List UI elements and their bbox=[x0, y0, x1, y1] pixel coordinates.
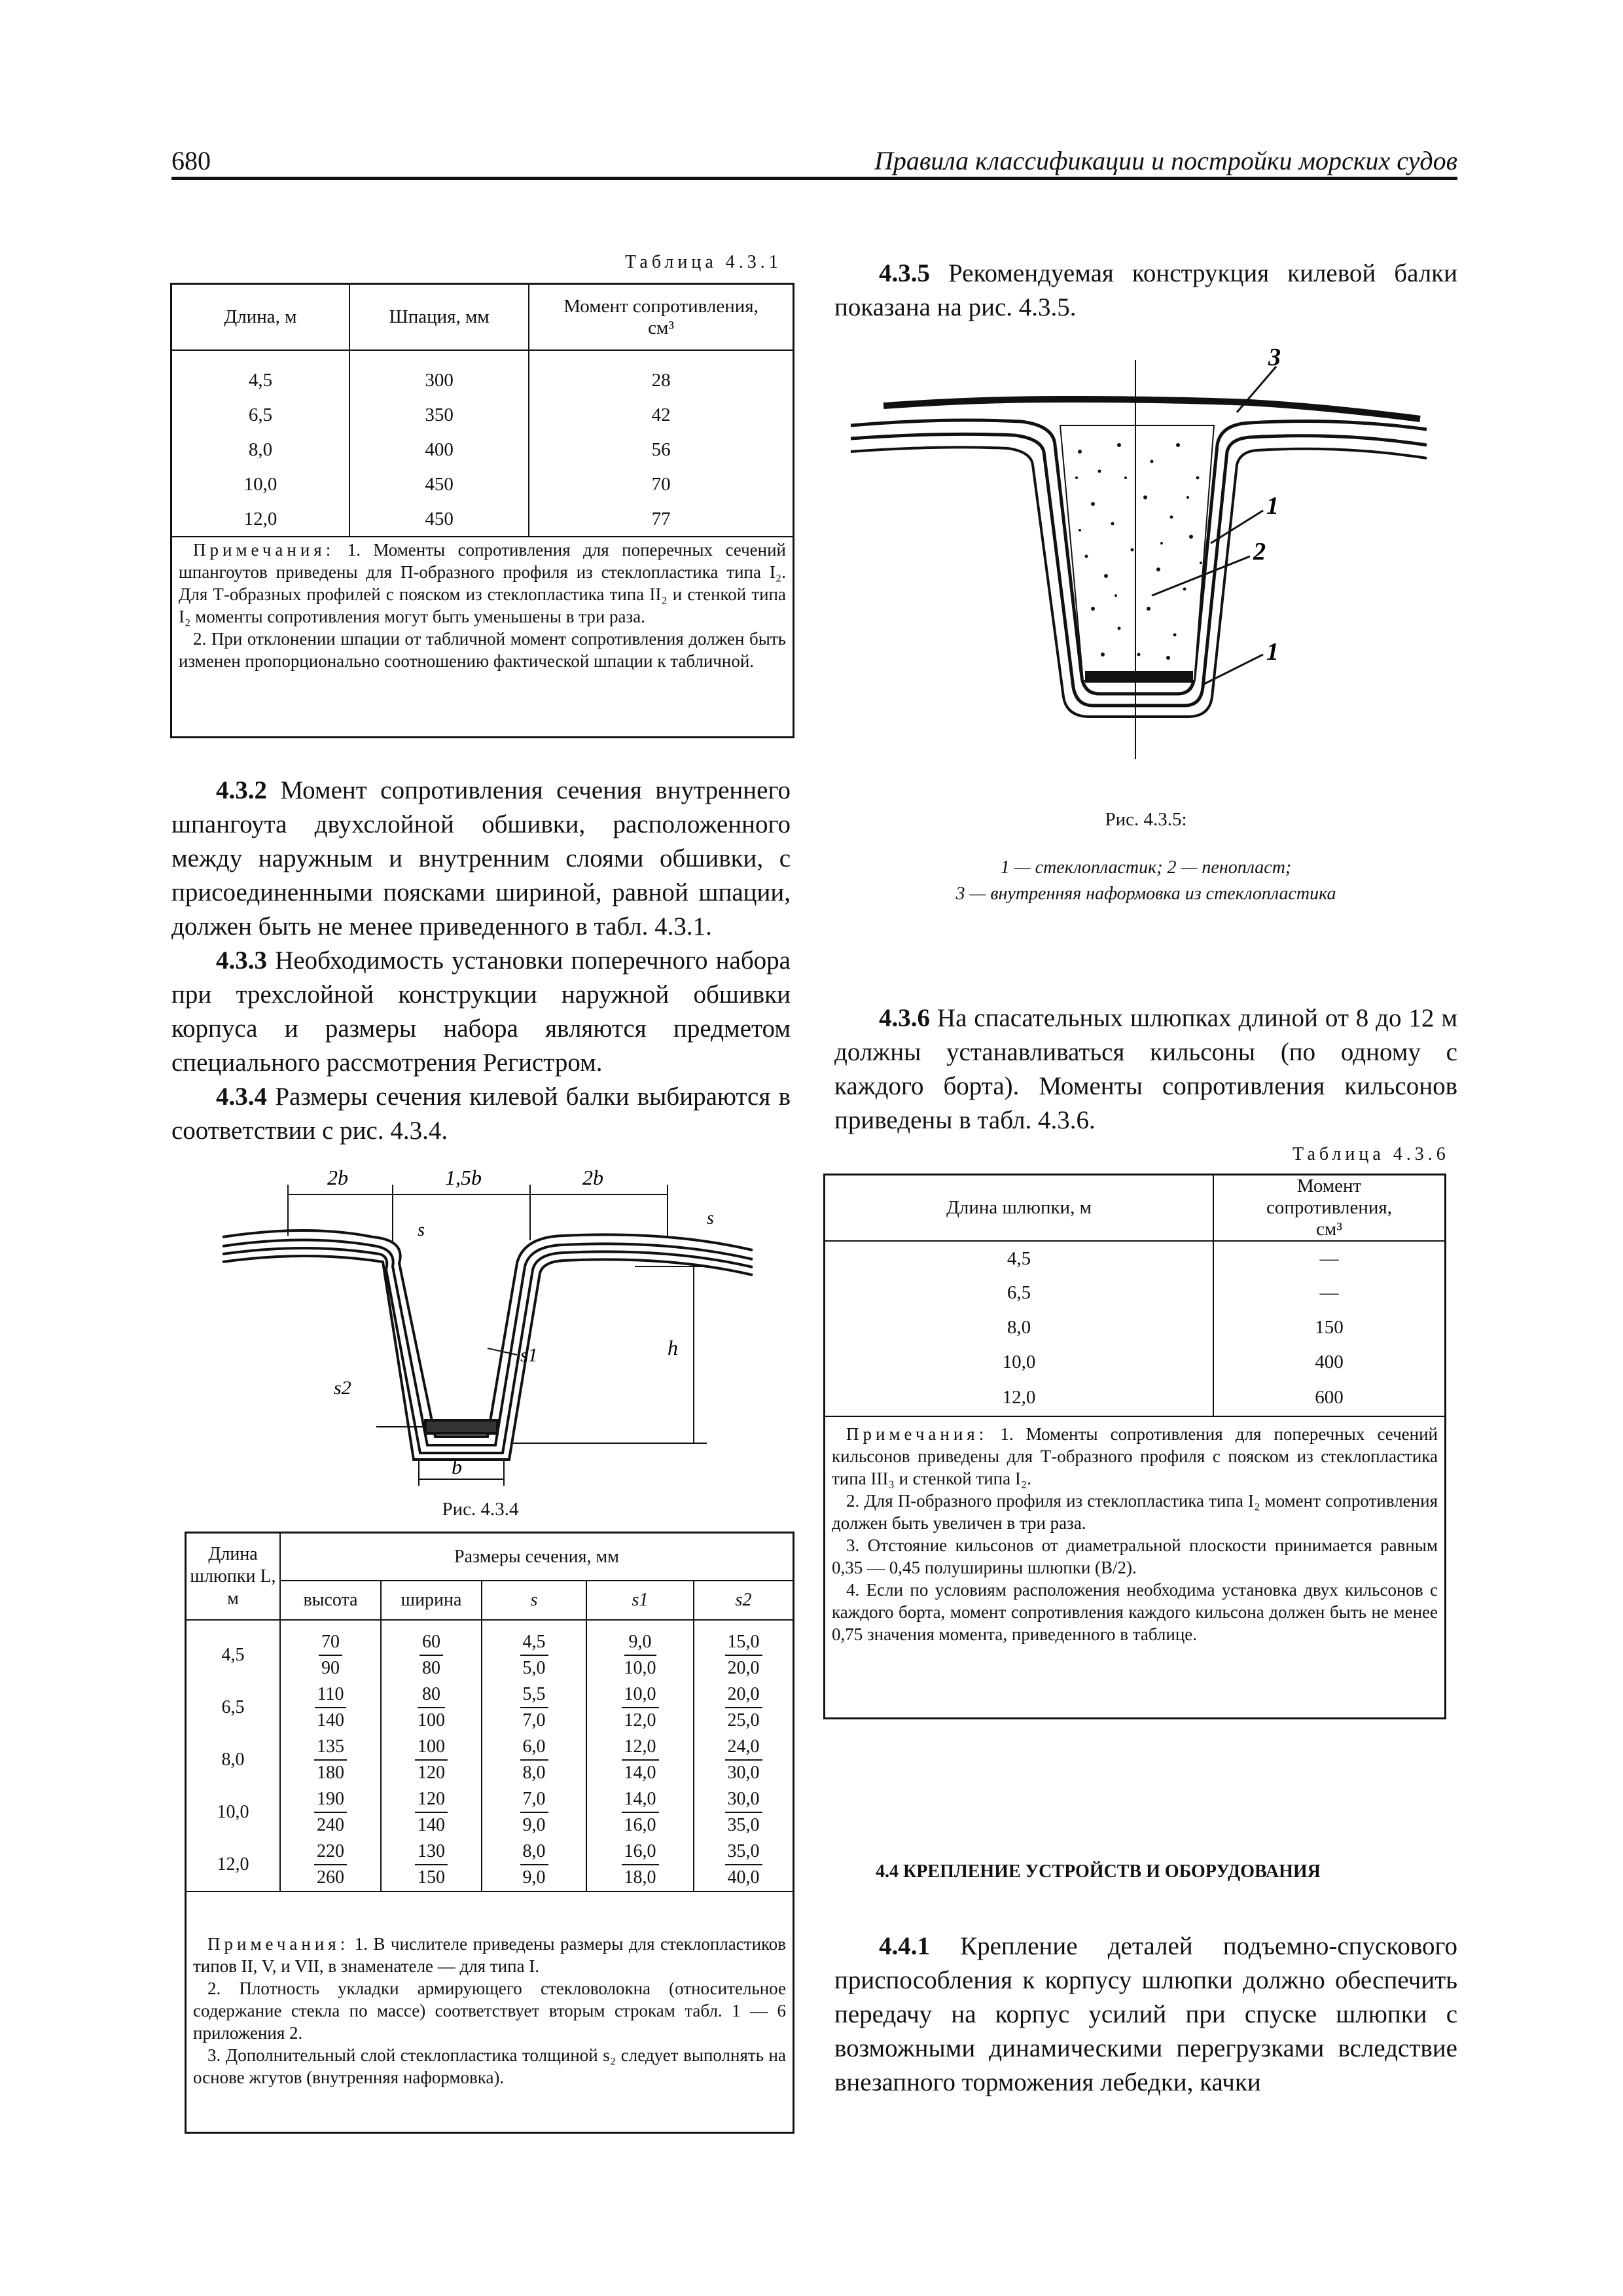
table-4-3-1 bbox=[170, 283, 794, 738]
fraction: $\frac{16,0}{18,0}$ bbox=[622, 1839, 659, 1890]
fraction: $\frac{14,0}{16,0}$ bbox=[622, 1787, 659, 1838]
header-rule bbox=[171, 177, 1457, 180]
col-header: Длина, м bbox=[172, 285, 349, 350]
cell: 350 bbox=[349, 398, 529, 433]
cell: 400 bbox=[349, 433, 529, 467]
table-row bbox=[825, 1380, 1444, 1416]
cell: 8,0 bbox=[172, 433, 349, 467]
col-header-length: Длина шлюпки L, м bbox=[187, 1534, 280, 1620]
cell: — bbox=[1319, 1282, 1339, 1303]
table-4-3-6-grid bbox=[825, 1175, 1444, 1417]
fraction: $\frac{20,0}{25,0}$ bbox=[725, 1682, 762, 1733]
note-label: Примечания: bbox=[846, 1424, 988, 1444]
label-1-bottom: 1 bbox=[1266, 638, 1279, 666]
col-header: Момент сопротивления, см³ bbox=[563, 295, 758, 338]
table-row bbox=[187, 1734, 793, 1786]
cell: 77 bbox=[651, 508, 671, 529]
table-4-3-4 bbox=[185, 1532, 794, 2134]
label-s: s bbox=[418, 1220, 425, 1240]
fraction: $\frac{6,0}{8,0}$ bbox=[520, 1734, 548, 1785]
fraction: $\frac{5,5}{7,0}$ bbox=[520, 1682, 548, 1733]
cell: 4,5 bbox=[825, 1241, 1213, 1276]
sub-header: s2 bbox=[735, 1590, 752, 1610]
fraction: $\frac{130}{150}$ bbox=[415, 1839, 448, 1890]
cell: 6,5 bbox=[187, 1681, 280, 1734]
figure-4-3-4-caption: Рис. 4.3.4 bbox=[442, 1499, 519, 1520]
label-2b-left: 2b bbox=[327, 1166, 348, 1189]
fraction: $\frac{35,0}{40,0}$ bbox=[725, 1839, 762, 1890]
note-text: 2. При отклонении шпации от табличной момент сопротивления должен быть изменен пропорционально соотношению фактической шпации к табличной. bbox=[179, 629, 786, 671]
cell: 600 bbox=[1315, 1387, 1344, 1408]
cell: 70 bbox=[651, 474, 671, 495]
sub-header: s1 bbox=[586, 1581, 694, 1620]
figure-4-3-5 bbox=[844, 347, 1433, 766]
fraction: $\frac{8,0}{9,0}$ bbox=[520, 1839, 548, 1890]
table-4-3-4-notes bbox=[193, 1933, 786, 2089]
note-text: 1. В числителе приведены размеры для стеклопластиков типов II, V, и VII, в знаменателе — для типа I. bbox=[193, 1934, 787, 1976]
label-h: h bbox=[668, 1336, 678, 1359]
table-row bbox=[187, 1839, 793, 1892]
table-4-3-1-caption: Таблица 4.3.1 bbox=[625, 252, 782, 272]
table-row bbox=[825, 1345, 1444, 1380]
note-text: 1. Моменты сопротивления для поперечных сечений шпангоутов приведены для П-образного профиля из стеклопластика типа I₂. Для Т-образных профилей с пояском из стеклопластика типа II₂ и стенкой типа I₂ моменты сопротивления могут быть уменьшены в три раза. bbox=[179, 540, 786, 626]
cell: 8,0 bbox=[187, 1734, 280, 1786]
cell: 10,0 bbox=[825, 1345, 1213, 1380]
table-row bbox=[172, 363, 793, 398]
running-title: Правила классификации и постройки морских судов bbox=[874, 146, 1457, 175]
fraction: $\frac{9,0}{10,0}$ bbox=[624, 1630, 656, 1681]
table-4-3-4-grid bbox=[187, 1534, 793, 1892]
cell: — bbox=[1319, 1247, 1339, 1269]
paragraph-4-3-3: 4.3.3 Необходимость установки поперечного набора при трехслойной конструкции наружной обшивки корпуса и размеры набора являются предметом специального рассмотрения Регистром. bbox=[171, 946, 791, 1077]
table-row bbox=[172, 433, 793, 467]
figure-4-3-4 bbox=[209, 1158, 772, 1499]
fraction: $\frac{70}{90}$ bbox=[319, 1630, 342, 1681]
sub-header: ширина bbox=[381, 1581, 482, 1620]
page-number: 680 bbox=[171, 146, 211, 175]
note-text: 2. Плотность укладки армирующего стекловолокна (относительное содержание стекла по массе) соответствует вторым строкам табл. 1 — 6 приложения 2. bbox=[193, 1979, 786, 2043]
label-2: 2 bbox=[1253, 538, 1266, 565]
fraction: $\frac{15,0}{20,0}$ bbox=[725, 1630, 762, 1681]
cell: 150 bbox=[1315, 1317, 1344, 1338]
fraction: $\frac{190}{240}$ bbox=[314, 1787, 347, 1838]
fraction: $\frac{7,0}{9,0}$ bbox=[520, 1787, 548, 1838]
cell: 4,5 bbox=[187, 1629, 280, 1681]
note-label: Примечания: bbox=[193, 540, 335, 560]
figure-4-3-5-legend bbox=[834, 855, 1457, 907]
label-s-top: s bbox=[707, 1208, 714, 1229]
table-row bbox=[172, 467, 793, 502]
cell: 56 bbox=[651, 439, 671, 460]
paragraph-4-3-5: 4.3.5 Рекомендуемая конструкция килевой балки показана на рис. 4.3.5. bbox=[834, 259, 1458, 321]
note-text: 4. Если по условиям расположения необходима установка двух кильсонов с каждого борта, момент сопротивления каждого кильсона должен быть не менее 0,75 значения момента, приведенного в таблице. bbox=[832, 1580, 1438, 1644]
paragraph-4-3-6: 4.3.6 На спасательных шлюпках длиной от 8 до 12 м должны устанавливаться кильсоны (по одному с каждого борта). Моменты сопротивления кильсонов приведены в табл. 4.3.6. bbox=[834, 1004, 1457, 1134]
table-row bbox=[187, 1786, 793, 1839]
table-4-3-6 bbox=[823, 1174, 1446, 1719]
col-header: Момент сопротивления, см³ bbox=[1266, 1175, 1392, 1240]
col-group-header: Размеры сечения, мм bbox=[280, 1534, 793, 1581]
col-header: Шпация, мм bbox=[349, 285, 529, 350]
cell: 300 bbox=[349, 363, 529, 398]
cell: 8,0 bbox=[825, 1310, 1213, 1345]
table-row bbox=[172, 502, 793, 537]
cell: 28 bbox=[651, 370, 671, 391]
fraction: $\frac{4,5}{5,0}$ bbox=[520, 1630, 548, 1681]
label-b: b bbox=[452, 1455, 462, 1479]
table-row bbox=[825, 1310, 1444, 1345]
fraction: $\frac{220}{260}$ bbox=[314, 1839, 347, 1890]
note-text: 2. Для П-образного профиля из стеклопластика типа I₂ момент сопротивления должен быть увеличен в три раза. bbox=[832, 1491, 1438, 1533]
table-4-3-6-notes bbox=[832, 1423, 1438, 1645]
label-s1: s1 bbox=[520, 1344, 538, 1366]
cell: 12,0 bbox=[825, 1380, 1213, 1416]
figure-4-3-5-caption: Рис. 4.3.5: bbox=[1105, 809, 1187, 830]
cell: 42 bbox=[651, 404, 671, 425]
left-paragraphs bbox=[171, 774, 791, 1148]
cell: 4,5 bbox=[172, 363, 349, 398]
keel-beam-construction bbox=[851, 360, 1427, 759]
table-row bbox=[187, 1681, 793, 1734]
table-4-3-6-caption: Таблица 4.3.6 bbox=[1293, 1144, 1450, 1164]
table-row bbox=[187, 1629, 793, 1681]
fraction: $\frac{24,0}{30,0}$ bbox=[725, 1734, 762, 1785]
label-3: 3 bbox=[1268, 347, 1281, 371]
cell: 10,0 bbox=[172, 467, 349, 502]
fraction: $\frac{60}{80}$ bbox=[419, 1630, 443, 1681]
fraction: $\frac{30,0}{35,0}$ bbox=[725, 1787, 762, 1838]
paragraph-4-3-2: 4.3.2 Момент сопротивления сечения внутреннего шпангоута двухслойной обшивки, расположенного между наружным и внутренним слоями обшивки, с присоединенными поясками шириной, равной шпации, должен быть не менее приведенного в табл. 4.3.1. bbox=[171, 776, 791, 941]
cell: 400 bbox=[1315, 1352, 1344, 1372]
fraction: $\frac{10,0}{12,0}$ bbox=[622, 1682, 659, 1733]
table-4-3-1-grid bbox=[172, 285, 793, 537]
cell: 6,5 bbox=[825, 1276, 1213, 1310]
cell: 10,0 bbox=[187, 1786, 280, 1839]
table-row bbox=[825, 1276, 1444, 1310]
fraction: $\frac{100}{120}$ bbox=[415, 1734, 448, 1785]
fraction: $\frac{120}{140}$ bbox=[415, 1787, 448, 1838]
note-text: 1. Моменты сопротивления для поперечных сечений кильсонов приведены для Т-образного профиля с пояском из стеклопластика типа III₃ и стенкой типа I₂. bbox=[832, 1424, 1438, 1488]
col-header: Длина шлюпки, м bbox=[825, 1175, 1213, 1241]
paragraph-4-3-4: 4.3.4 Размеры сечения килевой балки выбираются в соответствии с рис. 4.3.4. bbox=[171, 1083, 791, 1145]
label-2b-right: 2b bbox=[582, 1166, 603, 1189]
note-text: 3. Дополнительный слой стеклопластика толщиной s₂ следует выполнять на основе жгутов (внутренняя наформовка). bbox=[193, 2045, 786, 2087]
label-1-top: 1 bbox=[1266, 492, 1279, 520]
fraction: $\frac{135}{180}$ bbox=[314, 1734, 347, 1785]
table-row bbox=[825, 1241, 1444, 1276]
legend-line-2: 3 — внутренняя наформовка из стеклопластика bbox=[955, 884, 1336, 904]
paragraph-4-4-1: 4.4.1 Крепление деталей подъемно-спускового приспособления к корпусу шлюпки должно обеспечить передачу на корпус усилий при спуске шлюпки с возможными динамическими перегрузками вследствие внезапного торможения лебедки, качки bbox=[834, 1932, 1457, 2096]
cell: 450 bbox=[349, 502, 529, 537]
sub-header: высота bbox=[280, 1581, 381, 1620]
fraction: $\frac{110}{140}$ bbox=[315, 1682, 347, 1733]
table-row bbox=[172, 398, 793, 433]
cell: 12,0 bbox=[187, 1839, 280, 1892]
cell: 6,5 bbox=[172, 398, 349, 433]
sub-header: s bbox=[482, 1581, 586, 1620]
note-label: Примечания: bbox=[207, 1934, 349, 1954]
label-s2: s2 bbox=[334, 1377, 351, 1399]
cell: 12,0 bbox=[172, 502, 349, 537]
fraction: $\frac{12,0}{14,0}$ bbox=[622, 1734, 659, 1785]
section-4-4-heading: 4.4 КРЕПЛЕНИЕ УСТРОЙСТВ И ОБОРУДОВАНИЯ bbox=[876, 1861, 1321, 1882]
note-text: 3. Отстояние кильсонов от диаметральной плоскости принимается равным 0,35 — 0,45 полуширины шлюпки (B/2). bbox=[832, 1535, 1438, 1577]
label-1-5b: 1,5b bbox=[445, 1166, 482, 1189]
cell: 450 bbox=[349, 467, 529, 502]
fraction: $\frac{80}{100}$ bbox=[418, 1682, 445, 1733]
table-4-3-1-notes bbox=[179, 539, 786, 672]
legend-line-1: 1 — стеклопластик; 2 — пенопласт; bbox=[1000, 857, 1292, 878]
